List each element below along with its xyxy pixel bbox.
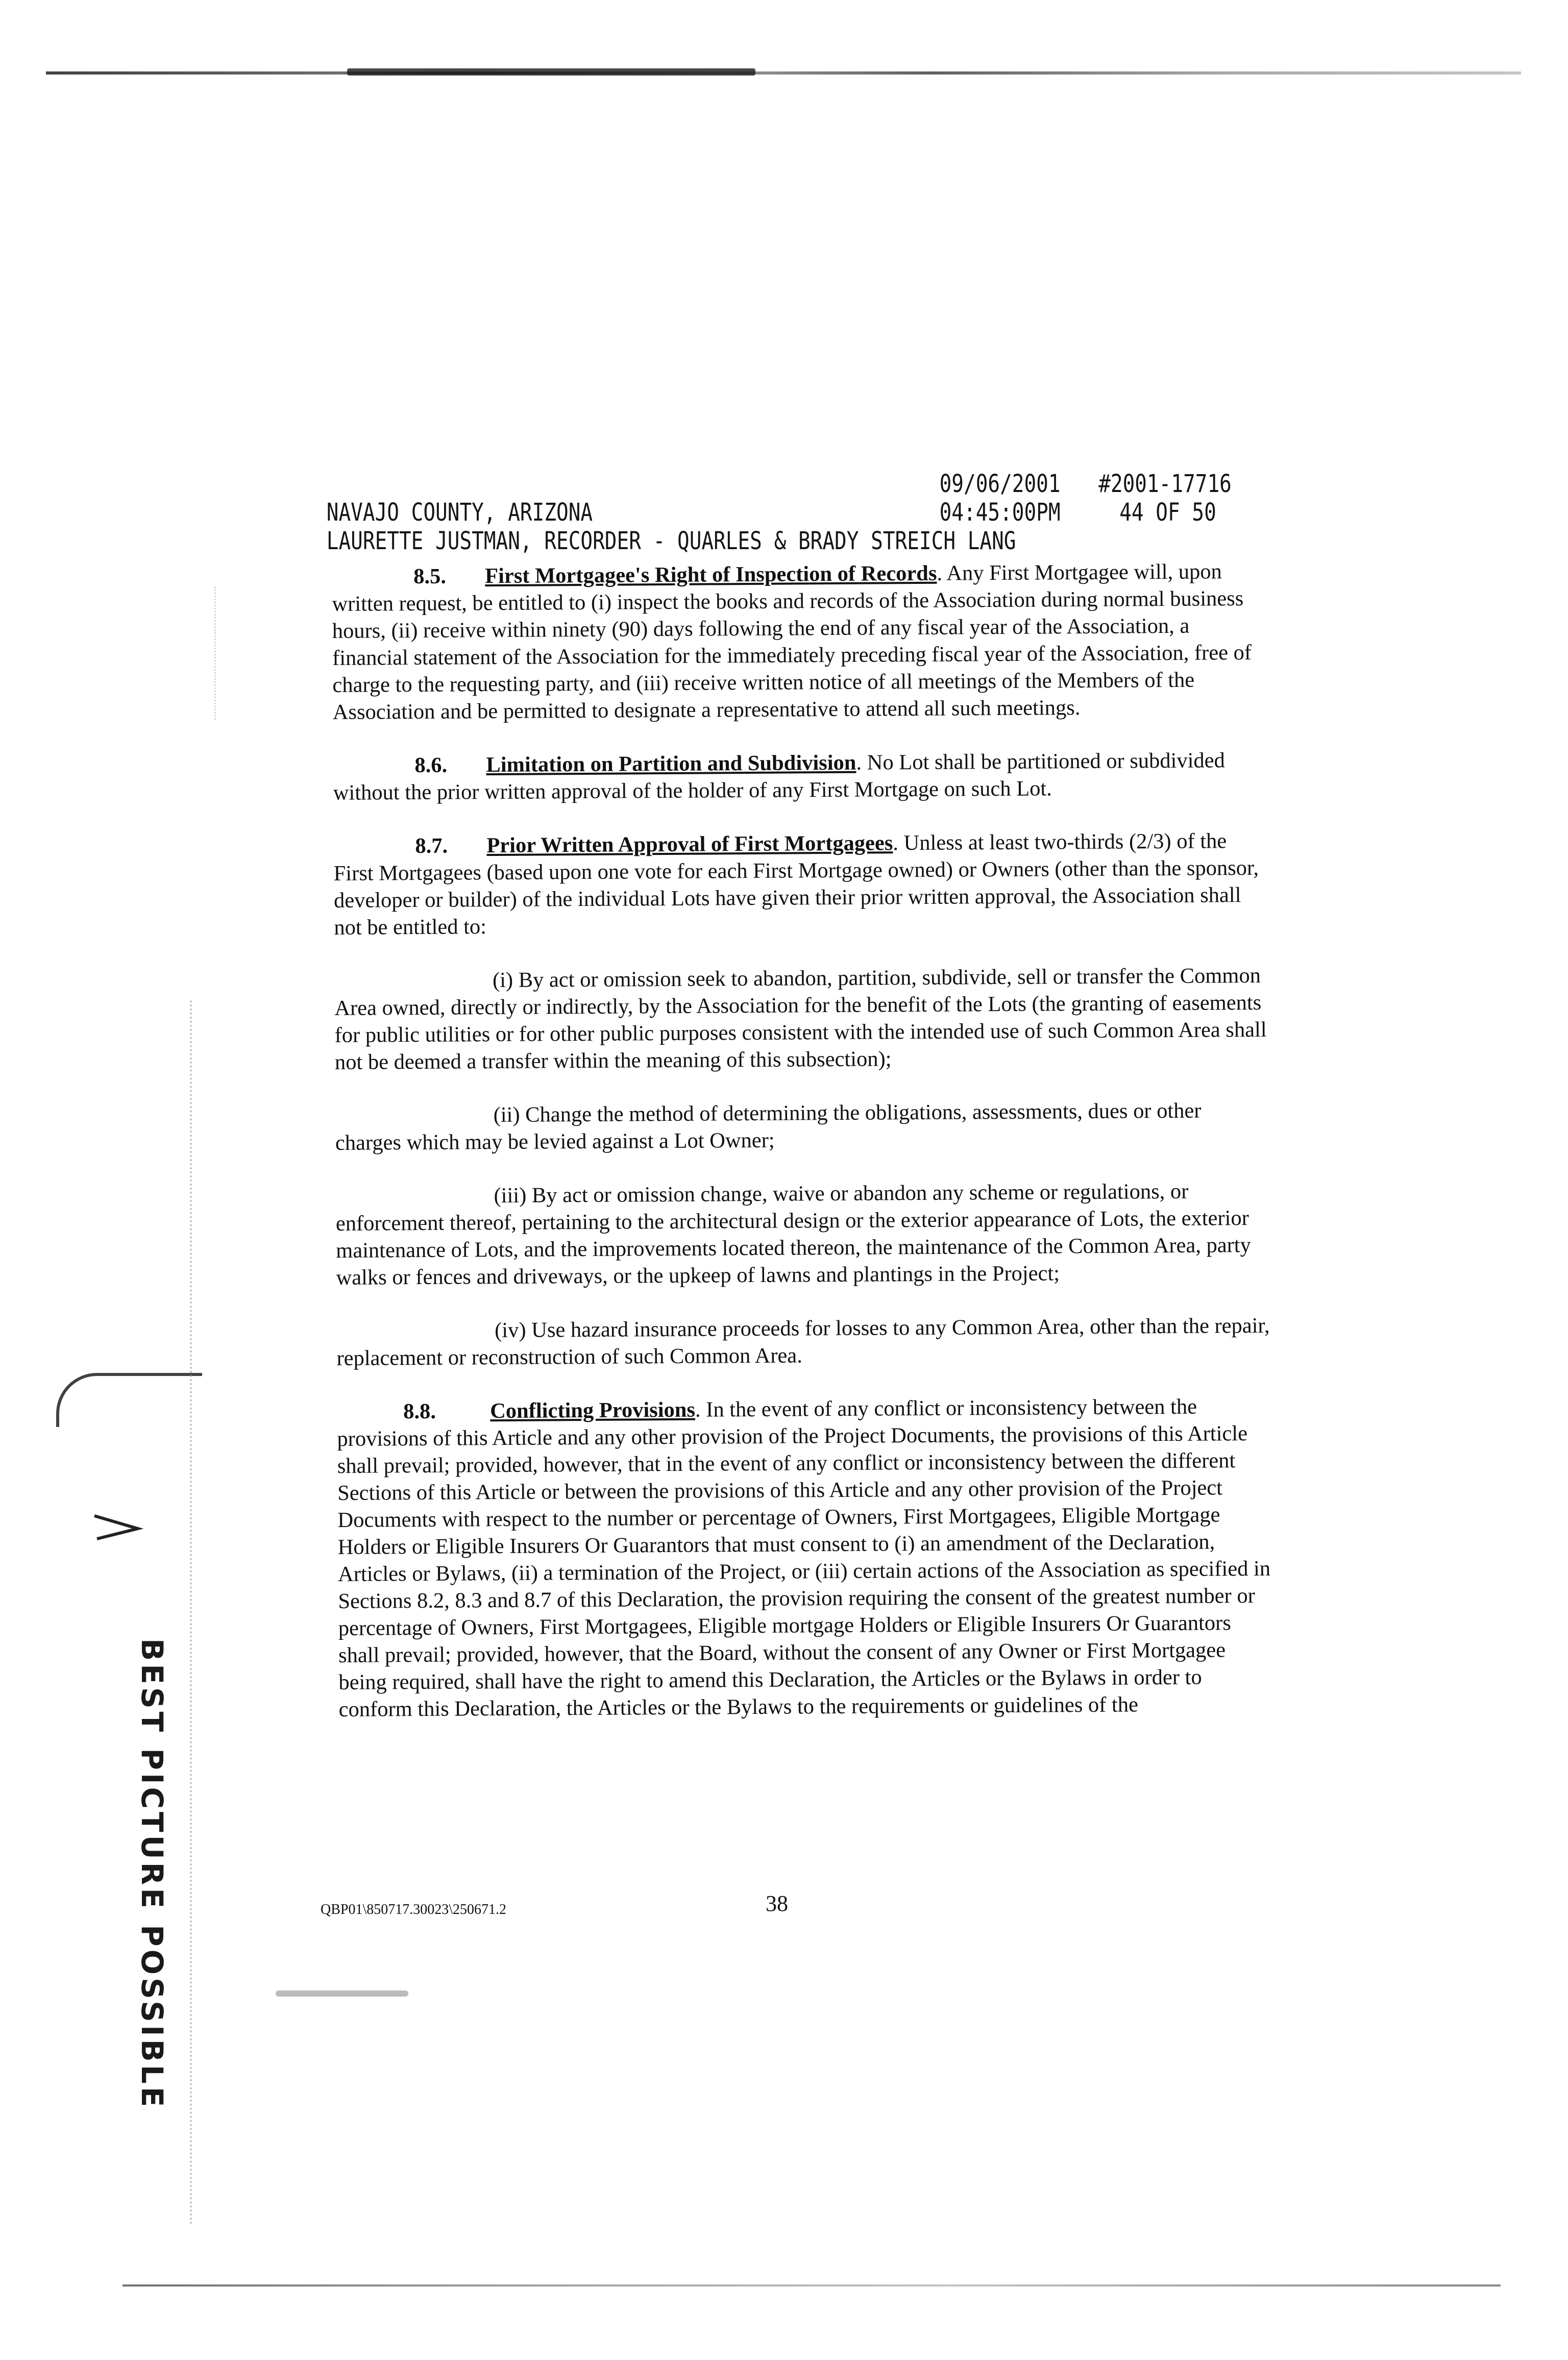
subitem-iv: (iv) Use hazard insurance proceeds for losses to any Common Area, other than the repair, replacement or reconstruction of such Common Area.: [336, 1313, 1270, 1370]
section-heading: Prior Written Approval of First Mortgagees: [486, 831, 893, 858]
section-number: 8.6.: [414, 753, 448, 778]
scan-edge-top: [46, 71, 1521, 75]
section-8-7: [333, 827, 1268, 941]
stamp-county: NAVAJO COUNTY, ARIZONA: [326, 498, 593, 527]
section-8-8: [337, 1393, 1273, 1723]
stamp-doc-number: #2001-17716: [1098, 470, 1232, 498]
stamp-date: 09/06/2001: [939, 470, 1061, 498]
scan-smudge-bottom: [276, 1990, 408, 1997]
section-heading: Limitation on Partition and Subdivision: [486, 750, 856, 777]
section-8-5: [332, 558, 1267, 726]
stamp-page-of: 44 OF 50: [1119, 498, 1216, 527]
scan-edge-bottom: [122, 2284, 1501, 2287]
section-heading: Conflicting Provisions: [490, 1397, 696, 1423]
margin-mark-curve: [56, 1373, 202, 1427]
margin-mark-chevron: [92, 1511, 153, 1541]
page-number: 38: [766, 1891, 788, 1916]
section-text: . No Lot shall be partitioned or subdivided without the prior written approval of the holder of any First Mortgage on such Lot.: [333, 748, 1225, 805]
stamp-recorder: LAURETTE JUSTMAN, RECORDER - QUARLES & BRADY STREICH LANG: [326, 527, 1016, 555]
document-reference: QBP01\850717.30023\250671.2: [321, 1902, 507, 1918]
stamp-row-2: [278, 498, 1216, 555]
stamp-time: 04:45:00PM: [939, 498, 1061, 527]
section-number: 8.5.: [413, 564, 447, 589]
subitem-iii: (iii) By act or omission change, waive or abandon any scheme or regulations, or enforcement thereof, pertaining to the architectural design or the exterior appearance of Lots, the exterior maintenance of Lots, and the improvements located thereon, the maintenance of the Common Area, party walks or fences and driveways, or the upkeep of lawns and plantings in the Project;: [335, 1179, 1252, 1290]
margin-dots-upper: [214, 587, 219, 720]
recording-stamp: [278, 470, 1232, 555]
scan-smudge-top: [347, 68, 755, 76]
section-text: . Unless at least two-thirds (2/3) of the First Mortgagees (based upon one vote for each First Mortgage owned) or Owners (other than the sponsor, developer or builder) of the individual Lots have given their prior written approval, the Association shall not be entitled to:: [333, 829, 1259, 940]
subitem-i: (i) By act or omission seek to abandon, partition, subdivide, sell or transfer the Common Area owned, directly or indirectly, by the Association for the benefit of the Lots (the granting of easements for public utilities or for other public purposes consistent with the intended use of such Common Area shall not be deemed a transfer within the meaning of this subsection);: [334, 963, 1267, 1074]
document-body: [332, 558, 1273, 1723]
section-number: 8.7.: [415, 833, 448, 858]
section-8-6: [333, 747, 1267, 806]
section-number: 8.8.: [403, 1399, 436, 1424]
section-heading: First Mortgagee's Right of Inspection of Records: [485, 561, 937, 588]
margin-dots-lower: [190, 1000, 195, 2225]
section-text: . In the event of any conflict or inconsistency between the provisions of this Article and any other provision of the Project Documents, the provisions of this Article shall prevail; provided, however, that in the event of any conflict or inconsistency between the different Sections of this Article or between the provisions of this Article and any other provision of the Project Documents with respect to the number or percentage of Owners, First Mortgagees, Eligible Mortgage Holders or Eligible Insurers Or Guarantors that must consent to (i) an amendment of the Declaration, Articles or Bylaws, (ii) a termination of the Project, or (iii) certain actions of the Association as specified in Sections 8.2, 8.3 and 8.7 of this Declaration, the provision requiring the consent of the greatest number or percentage of Owners, First Mortgagees, Eligible mortgage Holders or Eligible Insurers Or Guarantors shall prevail; provided, however, that the Board, without the consent of any Owner or First Mortgagee being required, shall have the right to amend this Declaration, the Articles or the Bylaws in order to conform this Declaration, the Articles or the Bylaws to the requirements or guidelines of the: [337, 1394, 1271, 1722]
section-text: . Any First Mortgagee will, upon written request, be entitled to (i) inspect the books and records of the Association during normal business hours, (ii) receive within ninety (90) days following the end of any fiscal year of the Association, a financial statement of the Association for the immediately preceding fiscal year of the Association, free of charge to the requesting party, and (iii) receive written notice of all meetings of the Members of the Association and be permitted to designate a representative to attend all such meetings.: [332, 559, 1252, 724]
best-picture-possible-stamp: BEST PICTURE POSSIBLE: [135, 1638, 169, 2110]
subitem-ii: (ii) Change the method of determining the obligations, assessments, dues or other charges which may be levied against a Lot Owner;: [335, 1098, 1202, 1155]
